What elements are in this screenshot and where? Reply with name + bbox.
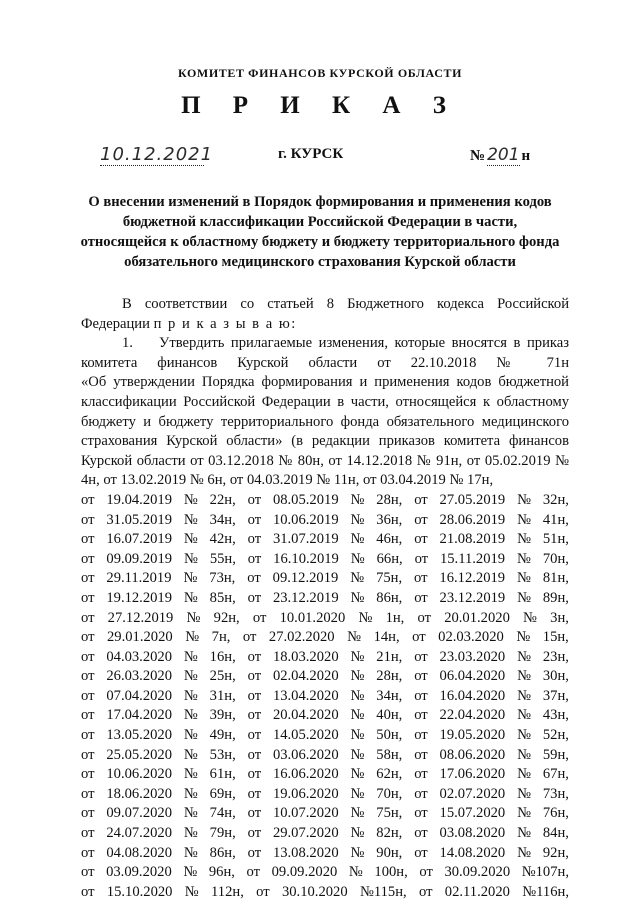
amendment-token: № [348, 864, 363, 881]
amendment-token: 16н, [209, 648, 236, 665]
amendment-token: 7н, [211, 629, 231, 646]
amendment-token: 04.03.2020 [106, 648, 173, 665]
handwritten-number: 201 [487, 145, 520, 165]
amendment-token: 31н, [209, 687, 236, 704]
amendment-line [81, 765, 569, 785]
amendment-token: 09.07.2020 [106, 805, 173, 822]
amendment-token: от [247, 825, 262, 842]
amendment-token: от [247, 589, 262, 606]
amendment-token: 67н, [542, 766, 569, 783]
date-underline [100, 165, 204, 166]
amendment-token: 76н, [542, 805, 569, 822]
amendment-token: 27.12.2019 [107, 609, 174, 626]
amendment-token: 1н, [385, 609, 405, 626]
amendment-token: от [81, 629, 95, 646]
amendment-token: 36н, [376, 511, 403, 528]
amendment-token: № [183, 668, 198, 685]
amendment-token: 27.05.2019 [439, 491, 506, 508]
amendment-token: 55н, [209, 550, 236, 567]
amendment-token: 27.02.2020 [268, 629, 335, 646]
amendment-token: 09.09.2020 [271, 864, 338, 881]
amendment-token: № [350, 766, 365, 783]
amendment-token: № [183, 844, 198, 861]
order-body [81, 295, 569, 902]
amendment-token: от [414, 844, 428, 861]
amendment-token: 21н, [376, 648, 403, 665]
amendment-token: № [183, 707, 198, 724]
amendment-token: 10.01.2020 [279, 609, 346, 626]
amendment-token: № [183, 648, 198, 665]
amendment-token: 90н, [376, 844, 403, 861]
amendment-token: от [81, 766, 95, 783]
amendment-token: № [347, 629, 362, 646]
amendment-token: № [517, 648, 531, 665]
amendment-token: от [247, 766, 262, 783]
amendment-token: № [350, 589, 365, 606]
amendment-token: от [247, 511, 262, 528]
amendment-token: 58н, [376, 746, 403, 763]
amendment-token: № [183, 864, 198, 881]
amendment-token: от [81, 589, 95, 606]
amendment-token: № [350, 550, 365, 567]
amendment-token: от [247, 746, 262, 763]
amendment-line [81, 491, 569, 511]
amendment-line [81, 863, 569, 883]
number-suffix: н [521, 148, 531, 164]
amendment-token: 52н, [542, 727, 569, 744]
number-sign: № [470, 148, 486, 164]
amendment-token: 02.04.2020 [272, 668, 339, 685]
amendment-token: 10.07.2020 [272, 805, 339, 822]
amendment-token: 08.06.2020 [439, 746, 506, 763]
amendment-token: 09.12.2019 [272, 570, 339, 587]
amendment-token: от [414, 589, 428, 606]
amendment-line [81, 589, 569, 609]
amendment-token: 20.04.2020 [272, 707, 339, 724]
amendment-token: 86н, [209, 844, 236, 861]
amendment-line [81, 726, 569, 746]
amendment-token: № [183, 570, 198, 587]
amendment-token: 70н, [542, 550, 569, 567]
amendment-token: 29.01.2020 [107, 629, 173, 646]
amendment-token: 02.03.2020 [438, 629, 504, 646]
amendment-token: 25.05.2020 [106, 746, 173, 763]
amendment-line [81, 667, 569, 687]
amendment-token: от [81, 785, 95, 802]
amendment-token: от [81, 825, 95, 842]
amendment-token: № [183, 687, 198, 704]
amendment-token: от [247, 707, 262, 724]
amendment-token: № [350, 511, 365, 528]
amendment-token: № [350, 825, 365, 842]
amendment-line [81, 648, 569, 668]
amendment-token: 24.07.2020 [106, 825, 173, 842]
amendment-token: 20.01.2020 [444, 609, 510, 626]
amendment-token: 18.06.2020 [106, 785, 173, 802]
amendment-token: № [516, 629, 531, 646]
amendment-token: от [414, 531, 428, 548]
amendment-token: от [247, 727, 262, 744]
amendment-token: 14н, [373, 629, 400, 646]
amendment-token: 25н, [209, 668, 236, 685]
amendment-token: 22н, [209, 491, 236, 508]
amendment-token: 19.06.2020 [272, 785, 339, 802]
amendment-token: 66н, [376, 550, 403, 567]
amendment-token: №116н, [522, 883, 569, 900]
amendment-token: 82н, [376, 825, 403, 842]
amendment-token: от [414, 727, 428, 744]
amendment-token: № [358, 609, 373, 626]
amendment-token: № [350, 531, 365, 548]
amendment-token: от [81, 609, 95, 626]
amendment-token: №115н, [359, 883, 407, 900]
amendment-line [81, 609, 569, 629]
amendment-token: № [183, 825, 198, 842]
amendment-token: 84н, [542, 825, 569, 842]
amendment-token: от [81, 864, 95, 881]
amendment-token: от [247, 531, 262, 548]
amendment-token: 70н, [376, 785, 403, 802]
amendment-line [81, 511, 569, 531]
amendment-token: 17.04.2020 [106, 707, 173, 724]
amendment-token: 02.07.2020 [439, 785, 506, 802]
amendment-token: от [247, 785, 262, 802]
amendment-token: № [350, 648, 365, 665]
amendment-token: 15.11.2019 [439, 550, 506, 567]
amendment-token: 100н, [374, 864, 408, 881]
item-1-number: 1. [122, 335, 133, 352]
amendment-token: 07.04.2020 [106, 687, 173, 704]
amendment-token: от [81, 727, 95, 744]
amendment-token: № [183, 785, 198, 802]
amendment-token: № [517, 570, 531, 587]
amendment-token: 03.06.2020 [272, 746, 339, 763]
amendment-date-lines [81, 491, 569, 902]
amendment-token: 28н, [376, 491, 403, 508]
amendment-token: 14.05.2020 [272, 727, 339, 744]
amendment-token: от [417, 609, 431, 626]
intro-line-1: В соответствии со статьей 8 Бюджетного кодекса Российской [122, 296, 569, 312]
amendment-token: 39н, [209, 707, 236, 724]
amendment-token: № [183, 727, 198, 744]
amendment-token: 13.05.2020 [106, 727, 173, 744]
amendment-token: 34н, [376, 687, 403, 704]
amendment-token: 16.12.2019 [439, 570, 506, 587]
amendment-token: 23.03.2020 [439, 648, 506, 665]
amendment-token: № [183, 491, 198, 508]
amendment-token: 81н, [542, 570, 569, 587]
amendment-token: 31.07.2019 [272, 531, 339, 548]
amendment-token: от [81, 746, 95, 763]
amendment-token: № [184, 883, 199, 900]
amendment-token: 30.09.2020 [444, 864, 511, 881]
amendment-token: № [350, 491, 365, 508]
item-1-first-line [81, 334, 569, 354]
amendment-token: 22.04.2020 [439, 707, 506, 724]
amendment-token: от [414, 491, 428, 508]
amendment-token: 79н, [209, 825, 236, 842]
amendment-token: от [414, 766, 428, 783]
amendment-token: № [350, 668, 365, 685]
amendment-token: 16.04.2020 [439, 687, 506, 704]
amendment-token: № [350, 844, 365, 861]
amendment-token: от [81, 648, 95, 665]
amendment-token: 73н, [542, 785, 569, 802]
amendment-line [81, 785, 569, 805]
amendment-token: от [414, 511, 428, 528]
amendment-token: от [81, 883, 95, 900]
amendment-token: № [517, 491, 531, 508]
amendment-token: 92н, [542, 844, 569, 861]
amendment-token: от [414, 707, 428, 724]
amendment-line [81, 844, 569, 864]
amendment-token: 13.04.2020 [272, 687, 339, 704]
item-1-line-1-text: Утвердить прилагаемые изменения, которые вносятся в приказ [159, 335, 569, 352]
amendment-token: от [247, 668, 262, 685]
document-type-heading: П Р И К А З [181, 92, 459, 119]
amendment-token: № [350, 785, 365, 802]
amendment-token: №107н, [521, 864, 569, 881]
amendment-token: от [414, 668, 428, 685]
amendment-token: № [517, 511, 531, 528]
amendment-token: 30н, [542, 668, 569, 685]
amendment-token: от [414, 648, 428, 665]
intro-federation: Федерации [81, 315, 150, 332]
amendment-token: 3н, [550, 609, 569, 626]
amendment-token: № [517, 668, 531, 685]
amendment-token: 75н, [376, 805, 403, 822]
amendment-token: 08.05.2019 [272, 491, 339, 508]
amendment-token: 19.12.2019 [106, 589, 173, 606]
amendment-token: 31.05.2019 [106, 511, 173, 528]
amendment-token: 69н, [209, 785, 236, 802]
amendment-token: № [517, 550, 531, 567]
amendment-token: № [517, 687, 531, 704]
amendment-token: от [81, 531, 95, 548]
amendment-token: 46н, [376, 531, 403, 548]
amendment-line [81, 687, 569, 707]
amendment-token: 32н, [542, 491, 569, 508]
amendment-line [81, 530, 569, 550]
amendment-token: № [517, 825, 531, 842]
amendment-token: 49н, [209, 727, 236, 744]
amendment-token: от [414, 570, 428, 587]
amendment-token: 74н, [209, 805, 236, 822]
amendment-token: 17.06.2020 [439, 766, 506, 783]
amendment-token: 96н, [208, 864, 235, 881]
amendment-token: 85н, [209, 589, 236, 606]
amendment-token: 23.12.2019 [272, 589, 339, 606]
amendment-token: от [81, 707, 95, 724]
amendment-token: № [350, 687, 365, 704]
amendment-token: 50н, [376, 727, 403, 744]
amendment-token: № [183, 746, 198, 763]
amendment-token: 06.04.2020 [439, 668, 506, 685]
amendment-token: № [350, 727, 365, 744]
amendment-token: 16.06.2020 [272, 766, 339, 783]
amendment-token: от [414, 785, 428, 802]
amendment-line [81, 824, 569, 844]
amendment-token: от [81, 511, 95, 528]
amendment-token: 23н, [542, 648, 569, 665]
amendment-token: 10.06.2019 [272, 511, 339, 528]
amendment-line [81, 550, 569, 570]
amendment-token: 92н, [213, 609, 240, 626]
amendment-token: от [247, 687, 262, 704]
amendment-token: от [247, 570, 261, 587]
amendment-token: № [186, 609, 201, 626]
committee-name: КОМИТЕТ ФИНАНСОВ КУРСКОЙ ОБЛАСТИ [177, 66, 463, 80]
amendment-token: № [517, 746, 531, 763]
amendment-token: от [414, 687, 428, 704]
amendment-token: 28н, [376, 668, 403, 685]
amendment-token: 15н, [542, 629, 569, 646]
amendment-token: 03.09.2020 [106, 864, 172, 881]
order-number [470, 145, 530, 166]
amendment-token: 02.11.2020 [444, 883, 510, 900]
amendment-token: № [350, 707, 365, 724]
amendment-token: 03.08.2020 [439, 825, 506, 842]
amendment-token: 59н, [542, 746, 569, 763]
amendment-token: 13.08.2020 [272, 844, 339, 861]
amendment-token: 112н, [211, 883, 244, 900]
amendment-token: от [414, 746, 428, 763]
amendment-token: 62н, [376, 766, 403, 783]
amendment-token: 19.05.2020 [439, 727, 506, 744]
amendment-token: № [517, 589, 531, 606]
amendment-token: 16.10.2019 [273, 550, 339, 567]
amendment-token: № [350, 570, 365, 587]
amendment-line [81, 883, 569, 903]
amendment-token: № [183, 589, 198, 606]
amendment-token: от [246, 864, 261, 881]
amendment-token: от [81, 550, 95, 567]
amendment-token: № [517, 785, 531, 802]
amendment-token: 18.03.2020 [272, 648, 339, 665]
amendment-token: 23.12.2019 [439, 589, 506, 606]
intro-line-2 [81, 315, 569, 335]
amendment-token: № [517, 531, 531, 548]
amendment-token: от [81, 570, 95, 587]
amendment-token: № [517, 766, 531, 783]
amendment-token: № [183, 805, 198, 822]
amendment-token: от [247, 844, 262, 861]
amendment-token: от [247, 805, 262, 822]
amendment-token: 40н, [376, 707, 403, 724]
amendment-token: № [183, 550, 198, 567]
amendment-token: 15.10.2020 [106, 883, 173, 900]
amendment-token: 61н, [209, 766, 236, 783]
amendment-token: от [81, 491, 95, 508]
handwritten-date: 10.12.2021 [100, 144, 214, 165]
amendment-token: 89н, [542, 589, 569, 606]
amendment-line [81, 746, 569, 766]
amendment-token: 73н, [209, 570, 236, 587]
amendment-token: от [414, 825, 428, 842]
item-1-line-2: комитета финансов Курской области от 22.10.2018 № 71н [81, 354, 569, 371]
amendment-token: 19.04.2019 [106, 491, 173, 508]
amendment-token: от [256, 883, 270, 900]
amendment-token: от [81, 668, 95, 685]
amendment-token: 51н, [542, 531, 569, 548]
amendment-token: 10.06.2020 [106, 766, 173, 783]
amendment-token: 14.08.2020 [439, 844, 506, 861]
amendment-token: 42н, [209, 531, 236, 548]
amendment-line [81, 706, 569, 726]
amendment-token: 34н, [209, 511, 236, 528]
amendment-token: 43н, [542, 707, 569, 724]
amendment-token: от [252, 609, 267, 626]
amendment-token: № [517, 844, 531, 861]
amendment-token: 30.10.2020 [281, 883, 348, 900]
amendment-token: 26.03.2020 [106, 668, 173, 685]
amendment-token: от [242, 629, 257, 646]
amendment-token: 75н, [376, 570, 403, 587]
amendment-token: 15.07.2020 [439, 805, 506, 822]
amendment-token: № [350, 746, 365, 763]
amendment-token: от [81, 805, 95, 822]
amendment-line [81, 569, 569, 589]
amendment-token: № [517, 727, 531, 744]
amendment-token: 37н, [542, 687, 569, 704]
amendment-token: № [183, 511, 198, 528]
intro-order-verb: п р и к а з ы в а ю: [153, 315, 297, 332]
amendment-line [81, 804, 569, 824]
city-label: г. КУРСК [278, 146, 344, 162]
amendment-token: 86н, [376, 589, 403, 606]
amendment-token: от [414, 805, 428, 822]
amendment-token: № [523, 609, 537, 626]
amendment-token: 16.07.2019 [106, 531, 173, 548]
amendment-line [81, 628, 569, 648]
amendment-token: 04.08.2020 [106, 844, 173, 861]
amendment-token: от [247, 550, 262, 567]
amendment-token: 29.11.2019 [106, 570, 172, 587]
amendment-token: от [418, 883, 433, 900]
amendment-token: от [81, 844, 95, 861]
amendment-token: от [81, 687, 95, 704]
amendment-token: от [419, 864, 433, 881]
amendment-token: 29.07.2020 [272, 825, 339, 842]
amendment-token: № [185, 629, 200, 646]
order-title: О внесении изменений в Порядок формирования и применения кодов бюджетной классификации Российской Федерации в части, относящейся к областному бюджету и бюджету территориального фонда обязательного медицинского страхования Курской области [80, 194, 560, 270]
amendment-token: № [517, 707, 531, 724]
amendment-token: № [517, 805, 531, 822]
amendment-token: № [183, 766, 198, 783]
amendment-token: от [247, 648, 262, 665]
amendment-token: 21.08.2019 [439, 531, 506, 548]
item-1-text: «Об утверждении Порядка формирования и применения кодов бюджетной классификации Российской Федерации в части, относящейся к областному бюджету и бюджету территориального фонда обязательного медицинского страхования Курской области» (в редакции приказов комитета финансов Курской области от 03.12.2018 № 80н, от 14.12.2018 № 91н, от 05.02.2019 № 4н, от 13.02.2019 № 6н, от 04.03.2019 № 11н, от 03.04.2019 № 17н, [81, 374, 569, 489]
amendment-token: от [247, 491, 262, 508]
amendment-token: № [350, 805, 365, 822]
amendment-token: 09.09.2019 [106, 550, 173, 567]
amendment-token: 28.06.2019 [439, 511, 506, 528]
amendment-token: № [183, 531, 198, 548]
amendment-token: 53н, [209, 746, 236, 763]
amendment-token: от [412, 629, 426, 646]
amendment-token: 41н, [542, 511, 569, 528]
amendment-token: от [414, 550, 429, 567]
